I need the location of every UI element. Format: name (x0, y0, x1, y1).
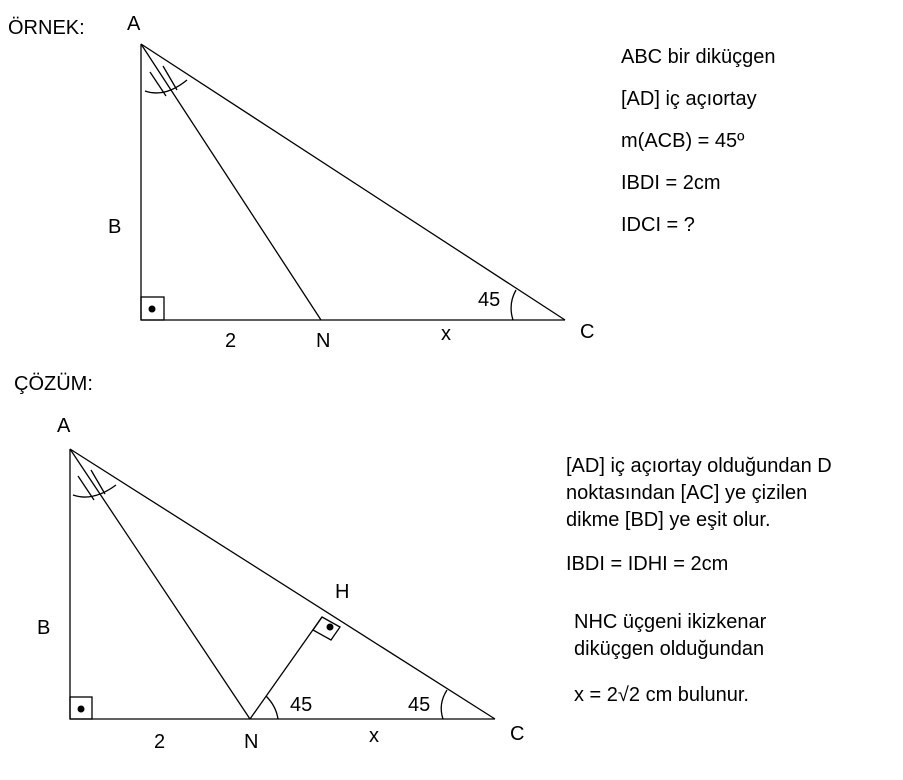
segment-nc-label: x (441, 323, 451, 345)
solution-conclusion (574, 609, 766, 663)
solution-explanation (566, 453, 832, 534)
right-angle-dot-h (327, 624, 334, 631)
given-item: ABC bir diküçgen (621, 46, 776, 68)
side-ac (70, 449, 495, 719)
angle-arc-n (266, 696, 278, 719)
explanation-line: noktasından [AC] ye çizilen (566, 482, 808, 504)
point-h-label: H (335, 581, 350, 603)
given-list (621, 44, 776, 254)
point-n-label: N (316, 330, 331, 352)
conclusion-line: NHC üçgeni ikizkenar (574, 611, 767, 633)
conclusion-line: diküçgen olduğundan (574, 638, 765, 660)
angle-c-label: 45 (478, 289, 501, 311)
example-heading: ÖRNEK: (8, 17, 85, 39)
point-a-label: A (127, 13, 141, 35)
point-n-label: N (244, 731, 259, 753)
given-item: IBDI = 2cm (621, 172, 721, 194)
point-c-label: C (510, 723, 525, 745)
given-item: [AD] iç açıortay (621, 88, 757, 110)
side-ac (141, 44, 565, 320)
explanation-line: dikme [BD] ye eşit olur. (566, 509, 771, 531)
right-angle-dot (149, 306, 156, 313)
right-angle-marker-h (313, 617, 340, 640)
bisector-an (70, 449, 250, 719)
solution-result: x = 2√2 cm bulunur. (574, 684, 749, 706)
segment-nc-label: x (369, 725, 379, 747)
angle-n-label: 45 (290, 694, 313, 716)
example-triangle (141, 44, 565, 320)
point-b-label: B (108, 216, 122, 238)
point-b-label: B (37, 617, 51, 639)
given-item: m(ACB) = 45º (621, 130, 745, 152)
point-c-label: C (580, 321, 595, 343)
right-angle-dot-b (78, 706, 85, 713)
solution-heading: ÇÖZÜM: (14, 373, 93, 395)
solution-triangle (70, 449, 495, 719)
bisector-an (141, 44, 321, 320)
angle-tick-2 (163, 66, 177, 90)
segment-bn-label: 2 (154, 731, 166, 753)
segment-bn-label: 2 (225, 330, 237, 352)
point-a-label: A (57, 415, 71, 437)
angle-c-label: 45 (408, 694, 431, 716)
angle-arc-c (511, 290, 516, 320)
angle-arc-c (441, 690, 447, 719)
solution-equality: IBDI = IDHI = 2cm (566, 553, 729, 575)
explanation-line: [AD] iç açıortay olduğundan D (566, 455, 832, 477)
given-item: IDCI = ? (621, 214, 695, 236)
